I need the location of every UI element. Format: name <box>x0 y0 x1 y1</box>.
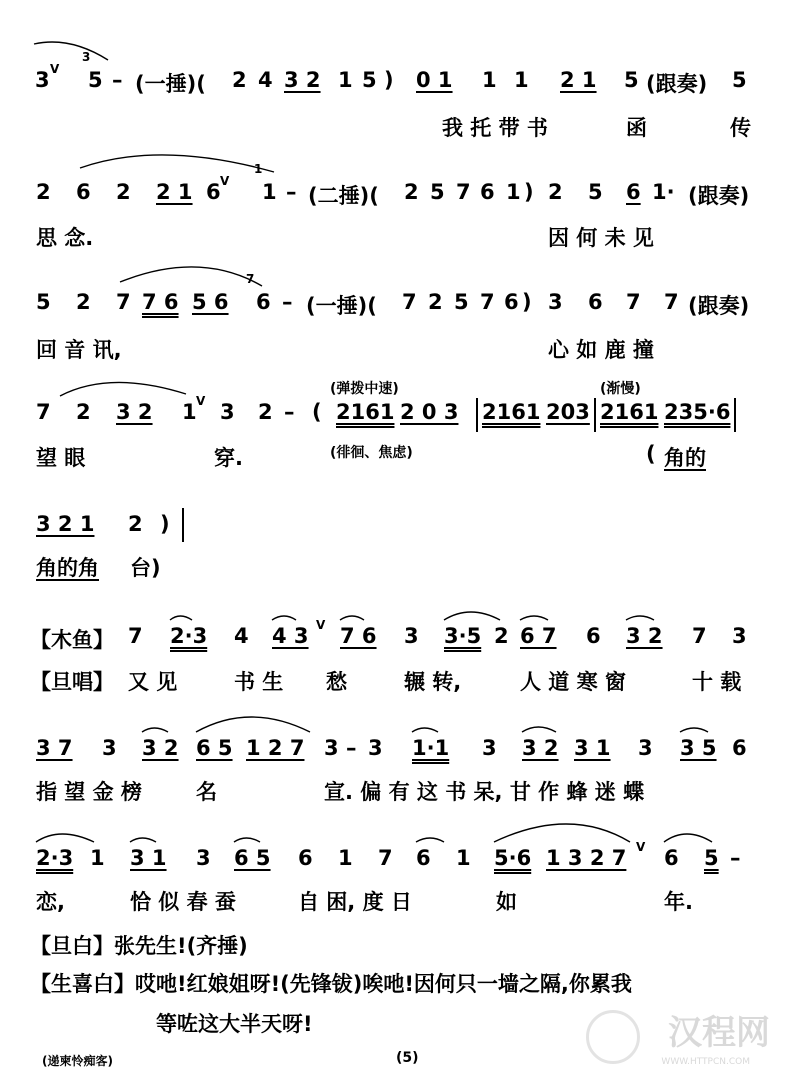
notation-symbol: 5 <box>624 68 639 92</box>
slur <box>412 728 438 732</box>
notation-symbol: 7 <box>692 624 707 648</box>
lyric-text: 【旦唱】 <box>30 670 114 694</box>
lyric-text: 名 <box>196 780 217 804</box>
notation-symbol: 4 <box>258 68 273 92</box>
lyric-text: 角的角 <box>36 556 99 580</box>
lyric-text: (跟奏) <box>688 294 750 318</box>
lyric-text: 回 音 讯, <box>36 338 122 362</box>
notation-symbol: 6 5 <box>234 846 271 870</box>
score-line <box>0 968 790 1008</box>
notation-symbol: 2 <box>428 290 443 314</box>
lyric-text: 台) <box>130 556 161 580</box>
score-line <box>0 394 790 440</box>
notation-symbol: 2 1 <box>156 180 193 204</box>
notation-symbol: 1 2 7 <box>246 736 305 760</box>
lyric-text: ) <box>524 180 534 204</box>
notation-symbol: V <box>196 394 206 408</box>
notation-symbol: V <box>50 62 60 76</box>
notation-symbol: 7 <box>246 272 255 286</box>
score-line <box>0 552 790 592</box>
slur <box>272 616 296 620</box>
score-line <box>0 736 790 776</box>
notation-symbol: 1 3 2 7 <box>546 846 627 870</box>
notation-symbol: 4 3 <box>272 624 309 648</box>
notation-symbol: 2·3 <box>36 846 74 870</box>
notation-symbol: – <box>284 400 295 424</box>
notation-symbol: 6 <box>664 846 679 870</box>
slur <box>34 42 108 60</box>
slur <box>234 838 260 842</box>
score-line <box>0 50 790 108</box>
notation-symbol: 5 <box>454 290 469 314</box>
notation-symbol: 1 <box>182 400 197 424</box>
notation-symbol: 2161 <box>600 400 659 424</box>
notation-symbol: 3 2 <box>284 68 321 92</box>
barline <box>476 398 478 432</box>
lyric-text: ) <box>160 512 170 536</box>
barline <box>734 398 736 432</box>
notation-symbol: 2 <box>128 512 143 536</box>
lyric-text: 心 如 鹿 撞 <box>548 338 654 362</box>
notation-symbol: 2 <box>494 624 509 648</box>
slur <box>80 155 274 172</box>
notation-symbol: 3 2 1 <box>36 512 95 536</box>
notation-symbol: 3 <box>732 624 747 648</box>
score-line <box>0 840 790 886</box>
slur <box>120 267 262 286</box>
notation-symbol: 6 <box>480 180 495 204</box>
lyric-text: 书 生 <box>234 670 284 694</box>
lyric-text: 角的 <box>664 446 706 470</box>
lyric-text: 辗 转, <box>404 670 462 694</box>
footer-left: (递柬怜痴客) <box>42 1054 113 1068</box>
slur <box>664 834 712 842</box>
lyric-text: 年. <box>664 890 693 914</box>
notation-symbol: 1 <box>338 68 353 92</box>
notation-symbol: 6 <box>626 180 641 204</box>
notation-symbol: 3 5 <box>680 736 717 760</box>
notation-symbol: 5 <box>732 68 747 92</box>
watermark-brand: 汉程网 <box>668 1013 770 1053</box>
notation-symbol: 2·3 <box>170 624 208 648</box>
notation-symbol: 2 <box>232 68 247 92</box>
lyric-text: 恋, <box>36 890 65 914</box>
lyric-text: 我 托 带 书 <box>442 116 548 140</box>
lyric-text: 恰 似 春 蚕 <box>130 890 236 914</box>
notation-symbol: – <box>282 290 293 314</box>
lyric-text: 宣. 偏 有 这 书 呆, 甘 作 蜂 迷 蝶 <box>324 780 645 804</box>
notation-symbol: 3 <box>482 736 497 760</box>
lyric-text: 自 困, 度 日 <box>298 890 412 914</box>
notation-symbol: 1 <box>338 846 353 870</box>
score-line <box>0 442 790 482</box>
notation-symbol: 5 <box>430 180 445 204</box>
slur <box>36 834 94 842</box>
watermark-url: WWW.HTTPCN.COM <box>661 1057 750 1067</box>
lyric-text: 思 念. <box>36 226 94 250</box>
notation-symbol: 3 <box>220 400 235 424</box>
slur <box>196 717 310 732</box>
notation-symbol: 1 <box>456 846 471 870</box>
notation-symbol: 2161 <box>482 400 541 424</box>
notation-symbol: 3 2 <box>626 624 663 648</box>
notation-symbol: 3 1 <box>574 736 611 760</box>
lyric-text: 指 望 金 榜 <box>36 780 142 804</box>
slur <box>416 838 444 842</box>
notation-symbol: 6 <box>76 180 91 204</box>
score-line <box>0 512 790 552</box>
lyric-text: 传 <box>730 116 751 140</box>
slur <box>494 824 630 842</box>
score-line <box>0 272 790 330</box>
lyric-text: (跟奏) <box>646 72 708 96</box>
notation-symbol: 7 <box>378 846 393 870</box>
lyric-text: ( <box>646 442 656 466</box>
slur <box>170 616 192 620</box>
notation-symbol: 1 <box>262 180 277 204</box>
score-line <box>0 618 790 664</box>
notation-symbol: 0 1 <box>416 68 453 92</box>
notation-symbol: 2 1 <box>560 68 597 92</box>
lyric-text: (跟奏) <box>688 184 750 208</box>
notation-symbol: 3 2 <box>142 736 179 760</box>
slur <box>142 728 168 732</box>
lyric-text: ( <box>312 400 322 424</box>
notation-symbol: 2 <box>404 180 419 204</box>
notation-symbol: – <box>286 180 297 204</box>
notation-symbol: 2 <box>116 180 131 204</box>
notation-symbol: 2 0 3 <box>400 400 459 424</box>
notation-symbol: 7 <box>456 180 471 204</box>
notation-symbol: 5 <box>36 290 51 314</box>
notation-symbol: 2 <box>76 400 91 424</box>
notation-symbol: 2 <box>36 180 51 204</box>
notation-symbol: (弹拨中速) <box>330 381 399 397</box>
notation-symbol: 5 <box>362 68 377 92</box>
notation-symbol: 6 <box>298 846 313 870</box>
notation-symbol: 3·5 <box>444 624 482 648</box>
notation-symbol: 2161 <box>336 400 395 424</box>
watermark-logo <box>586 1010 640 1064</box>
notation-symbol: 3 <box>82 50 91 64</box>
lyric-text: 愁 <box>326 670 347 694</box>
notation-symbol: 7 <box>626 290 641 314</box>
notation-symbol: 6 <box>206 180 221 204</box>
notation-symbol: 1·1 <box>412 736 450 760</box>
notation-symbol: 7 <box>128 624 143 648</box>
notation-symbol: 3 <box>35 68 50 92</box>
lyric-text: 因 何 未 见 <box>548 226 654 250</box>
slur <box>444 612 500 620</box>
score-line <box>0 334 790 374</box>
score-line <box>0 222 790 262</box>
lyric-text: 望 眼 <box>36 446 86 470</box>
notation-symbol: 7 6 <box>340 624 377 648</box>
lyric-text: 【旦白】张先生!(齐捶) <box>30 934 248 958</box>
lyric-text: (一捶)( <box>306 294 377 318</box>
page-number: (5) <box>396 1050 419 1066</box>
score-line <box>0 886 790 926</box>
notation-symbol: 7 <box>480 290 495 314</box>
notation-symbol: 3 <box>404 624 419 648</box>
notation-symbol: 7 <box>36 400 51 424</box>
lyric-text: 穿. <box>214 446 243 470</box>
notation-symbol: V <box>316 618 326 632</box>
notation-symbol: 3 <box>102 736 117 760</box>
notation-symbol: 2 <box>76 290 91 314</box>
notation-symbol: 7 <box>664 290 679 314</box>
notation-symbol: 3 <box>324 736 339 760</box>
lyric-text: 函 <box>626 116 647 140</box>
notation-symbol: 3 2 <box>522 736 559 760</box>
score-line <box>0 666 790 706</box>
notation-symbol: 3 <box>548 290 563 314</box>
notation-symbol: 1 <box>514 68 529 92</box>
notation-symbol: 5 <box>704 846 719 870</box>
lyric-text: 等咗这大半天呀! <box>156 1012 313 1036</box>
notation-symbol: 3 <box>196 846 211 870</box>
notation-symbol: 1 <box>254 162 263 176</box>
notation-symbol: 7 6 <box>142 290 179 314</box>
notation-symbol: 6 5 <box>196 736 233 760</box>
notation-symbol: 6 <box>504 290 519 314</box>
notation-symbol: 5 <box>588 180 603 204</box>
notation-symbol: 203 <box>546 400 590 424</box>
notation-symbol: 2 <box>258 400 273 424</box>
notation-symbol: 3 7 <box>36 736 73 760</box>
notation-symbol: 2 <box>548 180 563 204</box>
notation-symbol: (渐慢) <box>600 381 641 397</box>
notation-symbol: – <box>112 68 123 92</box>
notation-symbol: 5 <box>88 68 103 92</box>
notation-symbol: (徘徊、焦虑) <box>330 445 413 461</box>
notation-symbol: 5 6 <box>192 290 229 314</box>
score-line <box>0 776 790 816</box>
slur <box>626 616 654 620</box>
notation-symbol: 6 <box>586 624 601 648</box>
notation-symbol: 6 <box>256 290 271 314</box>
barline <box>594 398 596 432</box>
notation-symbol: 1· <box>652 180 675 204</box>
notation-symbol: 3 1 <box>130 846 167 870</box>
score-line <box>0 930 790 970</box>
notation-symbol: 1 <box>482 68 497 92</box>
slur <box>340 616 364 620</box>
slur <box>680 728 708 732</box>
notation-symbol: V <box>636 840 646 854</box>
notation-symbol: 5·6 <box>494 846 532 870</box>
notation-symbol: 1 <box>506 180 521 204</box>
lyric-text: 十 载 <box>692 670 742 694</box>
lyric-text: 【木鱼】 <box>30 628 114 652</box>
notation-symbol: 6 <box>416 846 431 870</box>
score-line <box>0 162 790 220</box>
notation-symbol: 3 <box>638 736 653 760</box>
notation-symbol: 3 2 <box>116 400 153 424</box>
notation-symbol: 1 <box>90 846 105 870</box>
lyric-text: 人 道 寒 窗 <box>520 670 626 694</box>
notation-symbol: 6 <box>588 290 603 314</box>
notation-symbol: V <box>220 174 230 188</box>
lyric-text: (一捶)( <box>135 72 206 96</box>
notation-symbol: 235·6 <box>664 400 731 424</box>
score-line <box>0 112 790 152</box>
slur <box>522 727 556 732</box>
lyric-text: 又 见 <box>128 670 178 694</box>
slur <box>520 616 548 620</box>
notation-symbol: 4 <box>234 624 249 648</box>
notation-symbol: 6 7 <box>520 624 557 648</box>
barline <box>182 508 184 542</box>
notation-symbol: 7 <box>116 290 131 314</box>
notation-symbol: 6 <box>732 736 747 760</box>
lyric-text: (二捶)( <box>308 184 379 208</box>
slur <box>130 838 156 842</box>
lyric-text: 如 <box>496 890 517 914</box>
notation-symbol: – <box>346 736 357 760</box>
notation-symbol: 3 <box>368 736 383 760</box>
lyric-text: 【生喜白】哎吔!红娘姐呀!(先锋钹)唉吔!因何只一墙之隔,你累我 <box>30 972 632 996</box>
notation-symbol: 7 <box>402 290 417 314</box>
lyric-text: ) <box>522 290 532 314</box>
lyric-text: ) <box>384 68 394 92</box>
notation-symbol: – <box>730 846 741 870</box>
